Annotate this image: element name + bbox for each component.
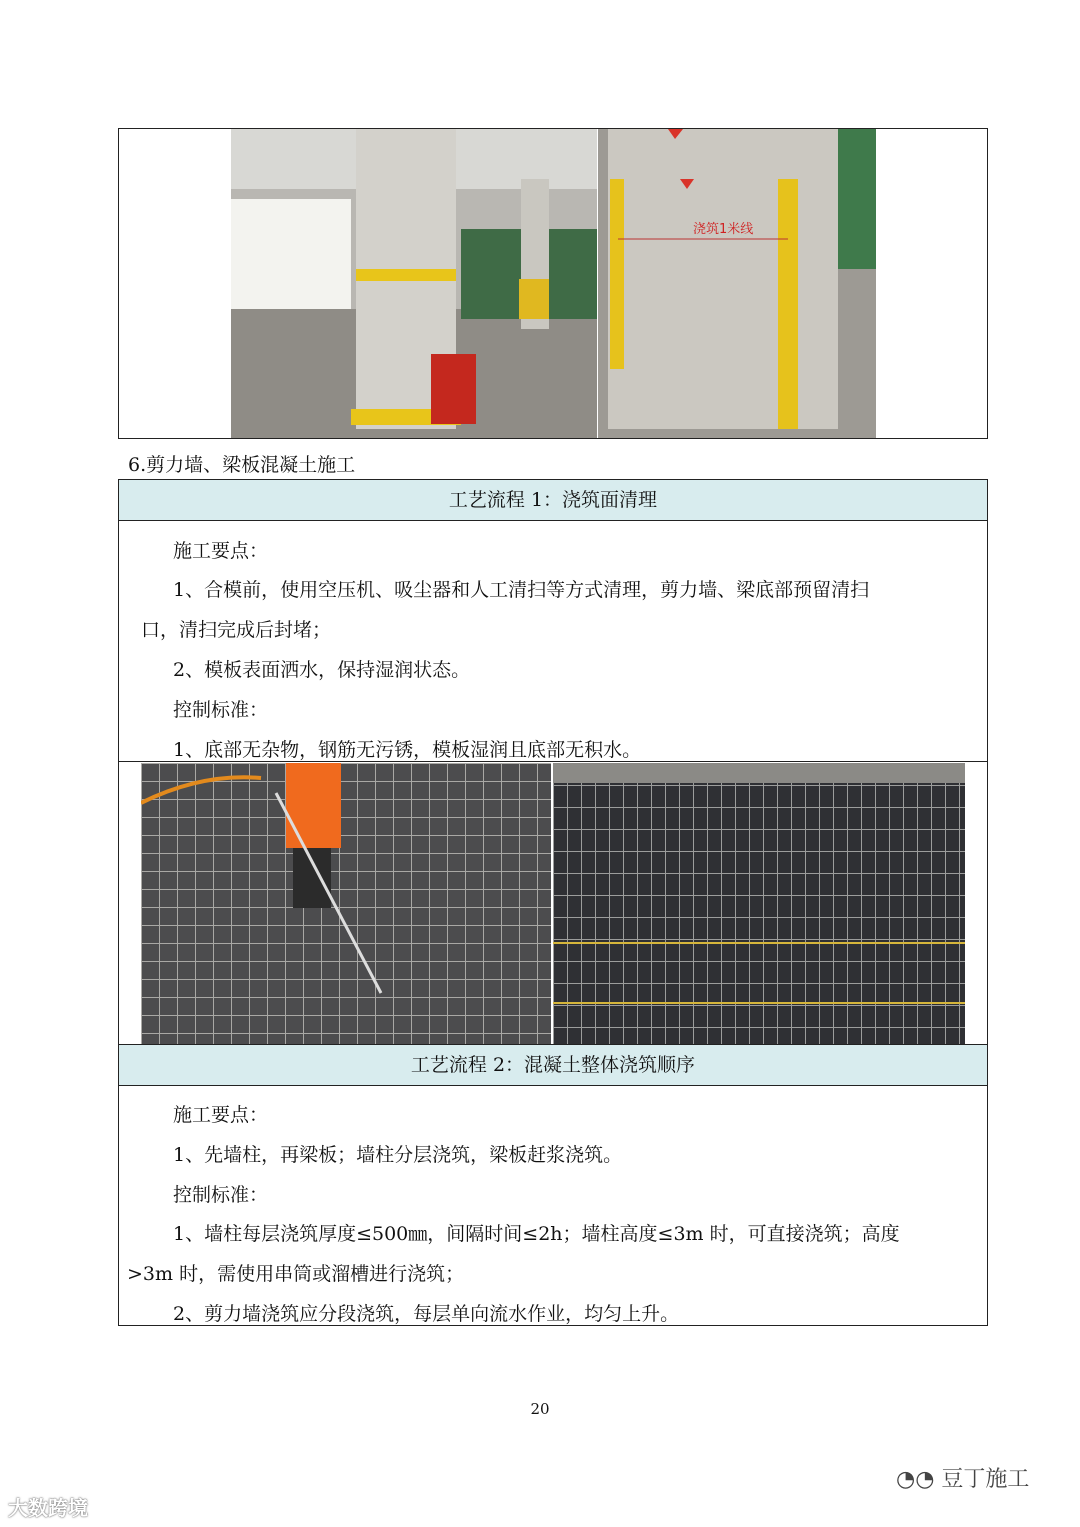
- watermark-right-text: 豆丁施工: [941, 1467, 1030, 1492]
- rebar-photo-row: [119, 761, 987, 1045]
- process1-line: 控制标准：: [173, 699, 269, 721]
- rebar-mesh-photo: [553, 763, 965, 1045]
- process2-line: 1、墙柱每层浇筑厚度≤500㎜，间隔时间≤2h；墙柱高度≤3m 时，可直接浇筑；高度: [173, 1223, 900, 1245]
- page-number: 20: [530, 1400, 550, 1418]
- rebar-worker-photo: [141, 763, 551, 1045]
- watermark-left: 大数跨境: [8, 1496, 88, 1520]
- wechat-icon: ◔◔: [896, 1467, 942, 1492]
- process1-line: 1、合模前，使用空压机、吸尘器和人工清扫等方式清理，剪力墙、梁底部预留清扫: [173, 579, 870, 601]
- process1-header: 工艺流程 1：浇筑面清理: [119, 480, 987, 521]
- process2-line: 控制标准：: [173, 1184, 269, 1206]
- top-photo-frame: [118, 128, 988, 439]
- watermark-right: [896, 1462, 1029, 1493]
- process1-line: 口，清扫完成后封堵；: [141, 619, 332, 641]
- process2-line: 1、先墙柱，再梁板；墙柱分层浇筑，梁板赶浆浇筑。: [173, 1144, 623, 1166]
- process1-line: 1、底部无杂物，钢筋无污锈，模板湿润且底部无积水。: [173, 739, 642, 761]
- process1-line: 2、模板表面洒水，保持湿润状态。: [173, 659, 471, 681]
- process2-line: 施工要点：: [173, 1104, 269, 1126]
- process2-line: 2、剪力墙浇筑应分段浇筑，每层单向流水作业，均匀上升。: [173, 1303, 680, 1325]
- process2-header: 工艺流程 2：混凝土整体浇筑顺序: [119, 1044, 987, 1086]
- process-table: [118, 479, 988, 1326]
- process2-line: >3m 时，需使用串筒或溜槽进行浇筑；: [127, 1263, 465, 1285]
- pour-line-label: 浇筑1米线: [693, 222, 754, 237]
- column-protection-photo: [231, 129, 597, 438]
- process1-line: 施工要点：: [173, 540, 269, 562]
- section-title: 6.剪力墙、梁板混凝土施工: [128, 454, 356, 476]
- pour-line-photo: [598, 129, 876, 438]
